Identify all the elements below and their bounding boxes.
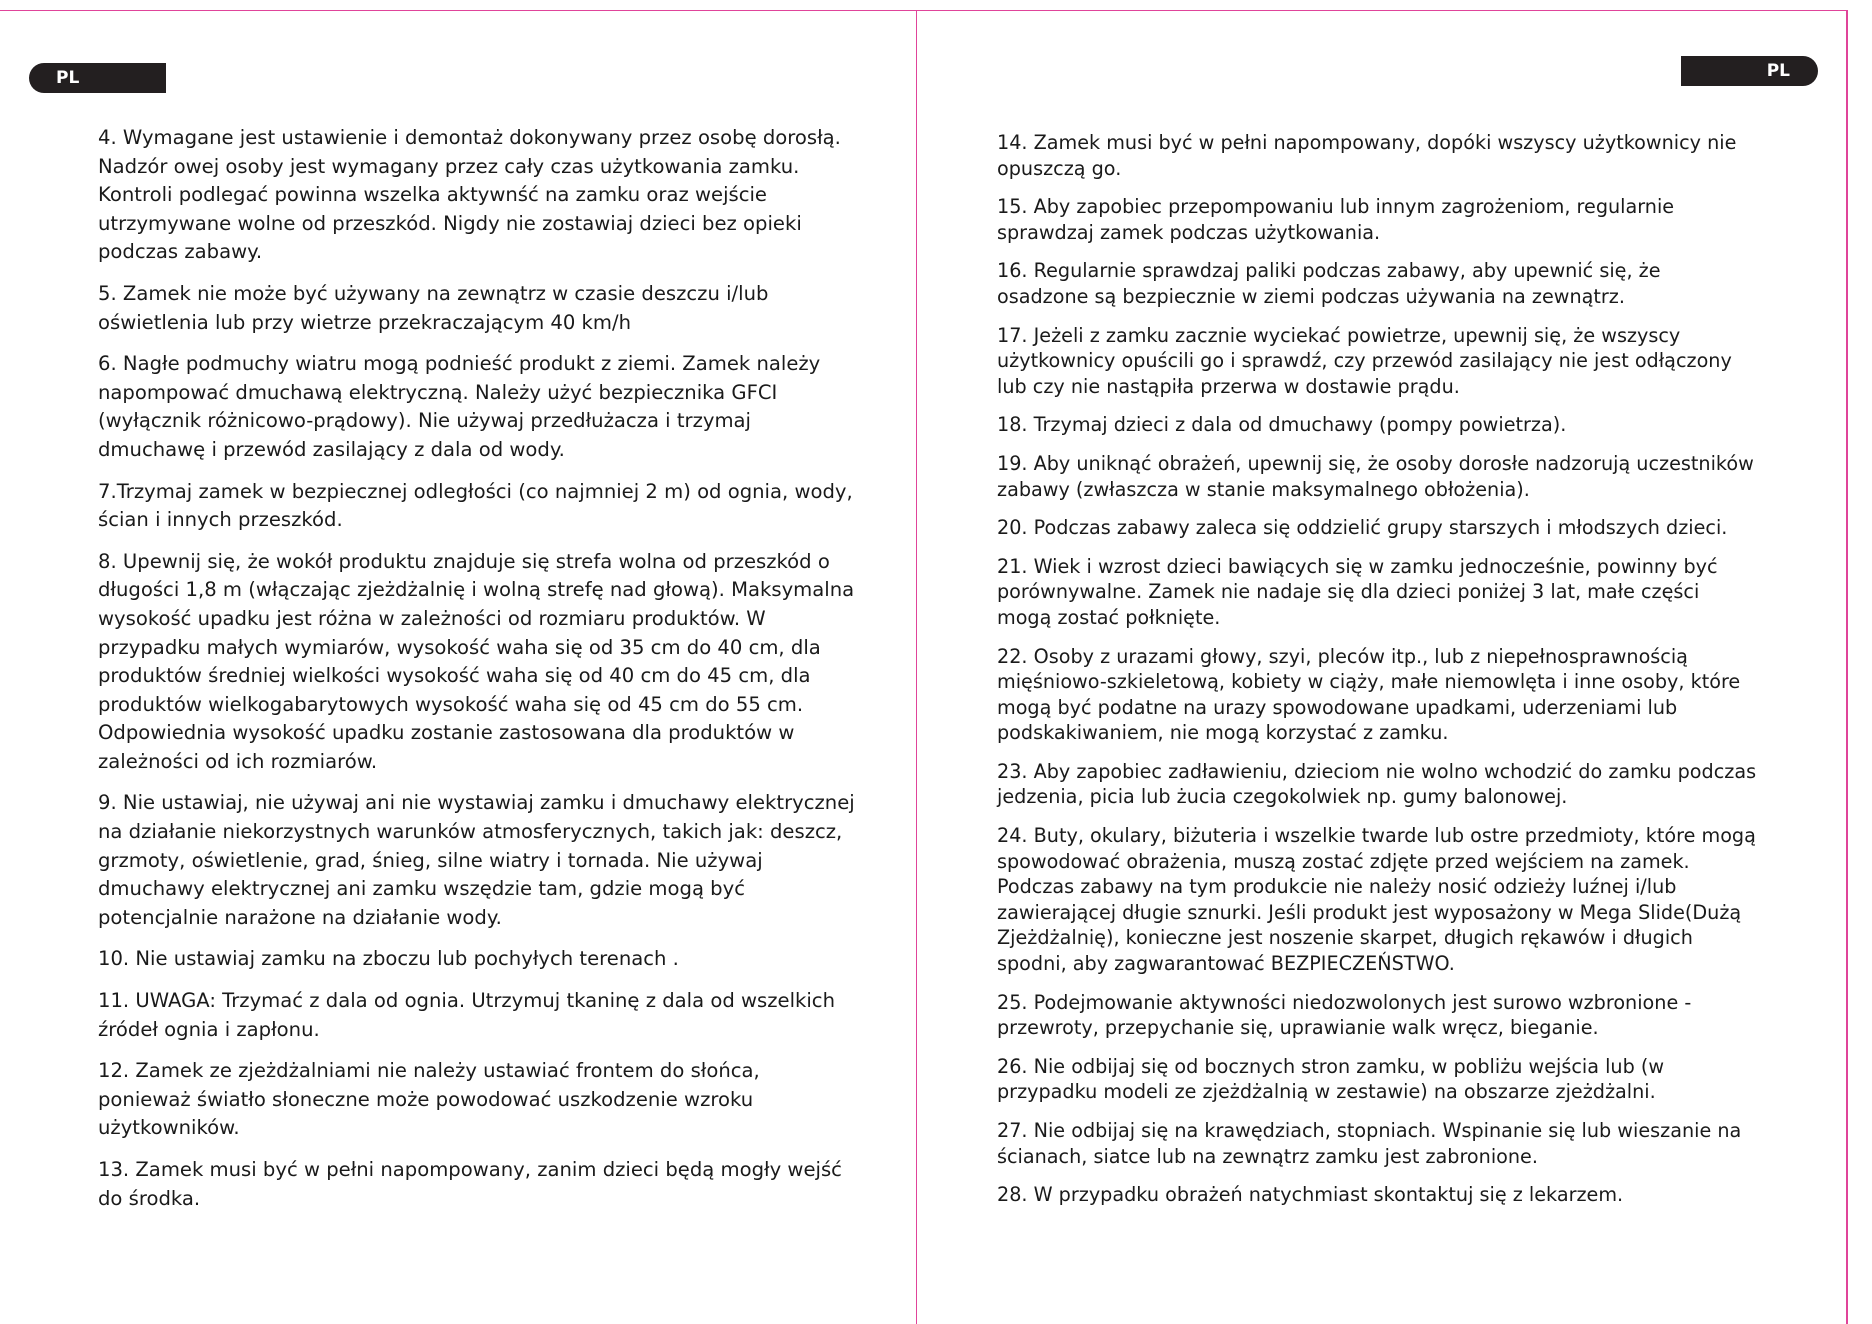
trim-line-right (1846, 10, 1848, 1324)
safety-item: 15. Aby zapobiec przepompowaniu lub innym zagrożeniom, regularnie sprawdzaj zamek podczas użytkowania. (997, 195, 1675, 244)
safety-item: 13. Zamek musi być w pełni napompowany, zanim dzieci będą mogły wejść do środka. (98, 1158, 842, 1210)
safety-item: 21. Wiek i wzrost dzieci bawiących się w zamku jednocześnie, powinny być porównywalne. Zamek nie nadaje się dla dzieci poniżej 3 lat, małe części mogą zostać połknięte. (997, 554, 1718, 629)
safety-item: 26. Nie odbijaj się od bocznych stron zamku, w pobliżu wejścia lub (w przypadku modeli ze zjeżdżalnią w zestawie) na obszarze zjeżdżalni. (997, 1054, 1665, 1104)
safety-item: 25. Podejmowanie aktywności niedozwolonych jest surowo wzbronione - przewroty, przepychanie się, uprawianie walk wręcz, bieganie. (997, 990, 1692, 1040)
safety-item: 18. Trzymaj dzieci z dala od dmuchawy (pompy powietrza). (997, 413, 1567, 437)
safety-item: 16. Regularnie sprawdzaj paliki podczas zabawy, aby upewnić się, że osadzone są bezpiecznie w ziemi podczas używania na zewnątrz. (997, 259, 1661, 308)
safety-item: 5. Zamek nie może być używany na zewnątrz w czasie deszczu i/lub oświetlenia lub przy wietrze przekraczającym 40 km/h (98, 281, 769, 334)
left-page-text (98, 124, 858, 1226)
page-fold-line (916, 10, 917, 1324)
safety-item: 12. Zamek ze zjeżdżalniami nie należy ustawiać frontem do słońca, ponieważ światło słoneczne może powodować uszkodzenie wzroku użytkowników. (98, 1059, 760, 1140)
safety-item: 20. Podczas zabawy zaleca się oddzielić grupy starszych i młodszych dzieci. (997, 516, 1728, 540)
safety-item: 14. Zamek musi być w pełni napompowany, dopóki wszyscy użytkownicy nie opuszczą go. (997, 131, 1737, 180)
safety-item: 24. Buty, okulary, biżuteria i wszelkie twarde lub ostre przedmioty, które mogą spowodować obrażenia, muszą zostać zdjęte przed wejściem na zamek. Podczas zabawy na tym produkcie nie należy nosić odzieży luźnej i/lub zawierającej długie sznurki. Jeśli produkt jest wyposażony w Mega Slide(Dużą Zjeżdżalnię), konieczne jest noszenie skarpet, długich rękawów i długich spodni, aby zagwarantować BEZPIECZEŃSTWO. (997, 824, 1756, 976)
safety-item: 8. Upewnij się, że wokół produktu znajduje się strefa wolna od przeszkód o długości 1,8 m (włączając zjeżdżalnię i wolną strefę nad głową). Maksymalna wysokość upadku jest różna w zależności od rozmiaru produktów. W przypadku małych wymiarów, wysokość waha się od 35 cm do 40 cm, dla produktów średniej wielkości wysokość waha się od 40 cm do 45 cm, dla produktów wielkogabarytowych wysokość waha się od 45 cm do 55 cm. Odpowiednia wysokość upadku zostanie zastosowana dla produktów w zależności od ich rozmiarów. (98, 549, 855, 773)
safety-item: 28. W przypadku obrażeń natychmiast skontaktuj się z lekarzem. (997, 1183, 1624, 1207)
language-tab-right: PL (1681, 56, 1818, 86)
safety-item: 6. Nagłe podmuchy wiatru mogą podnieść produkt z ziemi. Zamek należy napompować dmuchawą elektryczną. Należy użyć bezpiecznika GFCI (wyłącznik różnicowo-prądowy). Nie używaj przedłużacza i trzymaj dmuchawę i przewód zasilający z dala od wody. (98, 352, 821, 461)
safety-item: 4. Wymagane jest ustawienie i demontaż dokonywany przez osobę dorosłą. Nadzór owej osoby jest wymagany przez cały czas użytkowania zamku. Kontroli podlegać powinna wszelka aktywnść na zamku oraz wejście utrzymywane wolne od przeszkód. Nigdy nie zostawiaj dzieci bez opieki podczas zabawy. (98, 126, 841, 264)
trim-line-top (0, 10, 1848, 11)
safety-item: 17. Jeżeli z zamku zacznie wyciekać powietrze, upewnij się, że wszyscy użytkownicy opuścili go i sprawdź, czy przewód zasilający nie jest odłączony lub czy nie nastąpiła przerwa w dostawie prądu. (997, 323, 1732, 398)
safety-item: 7.Trzymaj zamek w bezpiecznej odległości (co najmniej 2 m) od ognia, wody, ścian i innych przeszkód. (98, 479, 853, 532)
safety-item: 19. Aby uniknąć obrażeń, upewnij się, że osoby dorosłe nadzorują uczestników zabawy (zwłaszcza w stanie maksymalnego obłożenia). (997, 451, 1754, 501)
right-page-text (997, 130, 1757, 1221)
safety-item: 27. Nie odbijaj się na krawędziach, stopniach. Wspinanie się lub wieszanie na ścianach, siatce lub na zewnątrz zamku jest zabronione. (997, 1119, 1742, 1168)
safety-item: 22. Osoby z urazami głowy, szyi, pleców itp., lub z niepełnosprawnością mięśniowo-szkieletową, kobiety w ciąży, małe niemowlęta i inne osoby, które mogą być podatne na urazy spowodowane upadkami, uderzeniami lub podskakiwaniem, nie mogą korzystać z zamku. (997, 644, 1741, 745)
safety-item: 10. Nie ustawiaj zamku na zboczu lub pochyłych terenach . (98, 947, 679, 971)
safety-item: 11. UWAGA: Trzymać z dala od ognia. Utrzymuj tkaninę z dala od wszelkich źródeł ognia i zapłonu. (98, 989, 836, 1041)
language-tab-left: PL (29, 63, 166, 93)
safety-item: 23. Aby zapobiec zadławieniu, dzieciom nie wolno wchodzić do zamku podczas jedzenia, picia lub żucia czegokolwiek np. gumy balonowej. (997, 759, 1757, 809)
safety-item: 9. Nie ustawiaj, nie używaj ani nie wystawiaj zamku i dmuchawy elektrycznej na działanie niekorzystnych warunków atmosferycznych, takich jak: deszcz, grzmoty, oświetlenie, grad, śnieg, silne wiatry i tornada. Nie używaj dmuchawy elektrycznej ani zamku wszędzie tam, gdzie mogą być potencjalnie narażone na działanie wody. (98, 791, 855, 929)
